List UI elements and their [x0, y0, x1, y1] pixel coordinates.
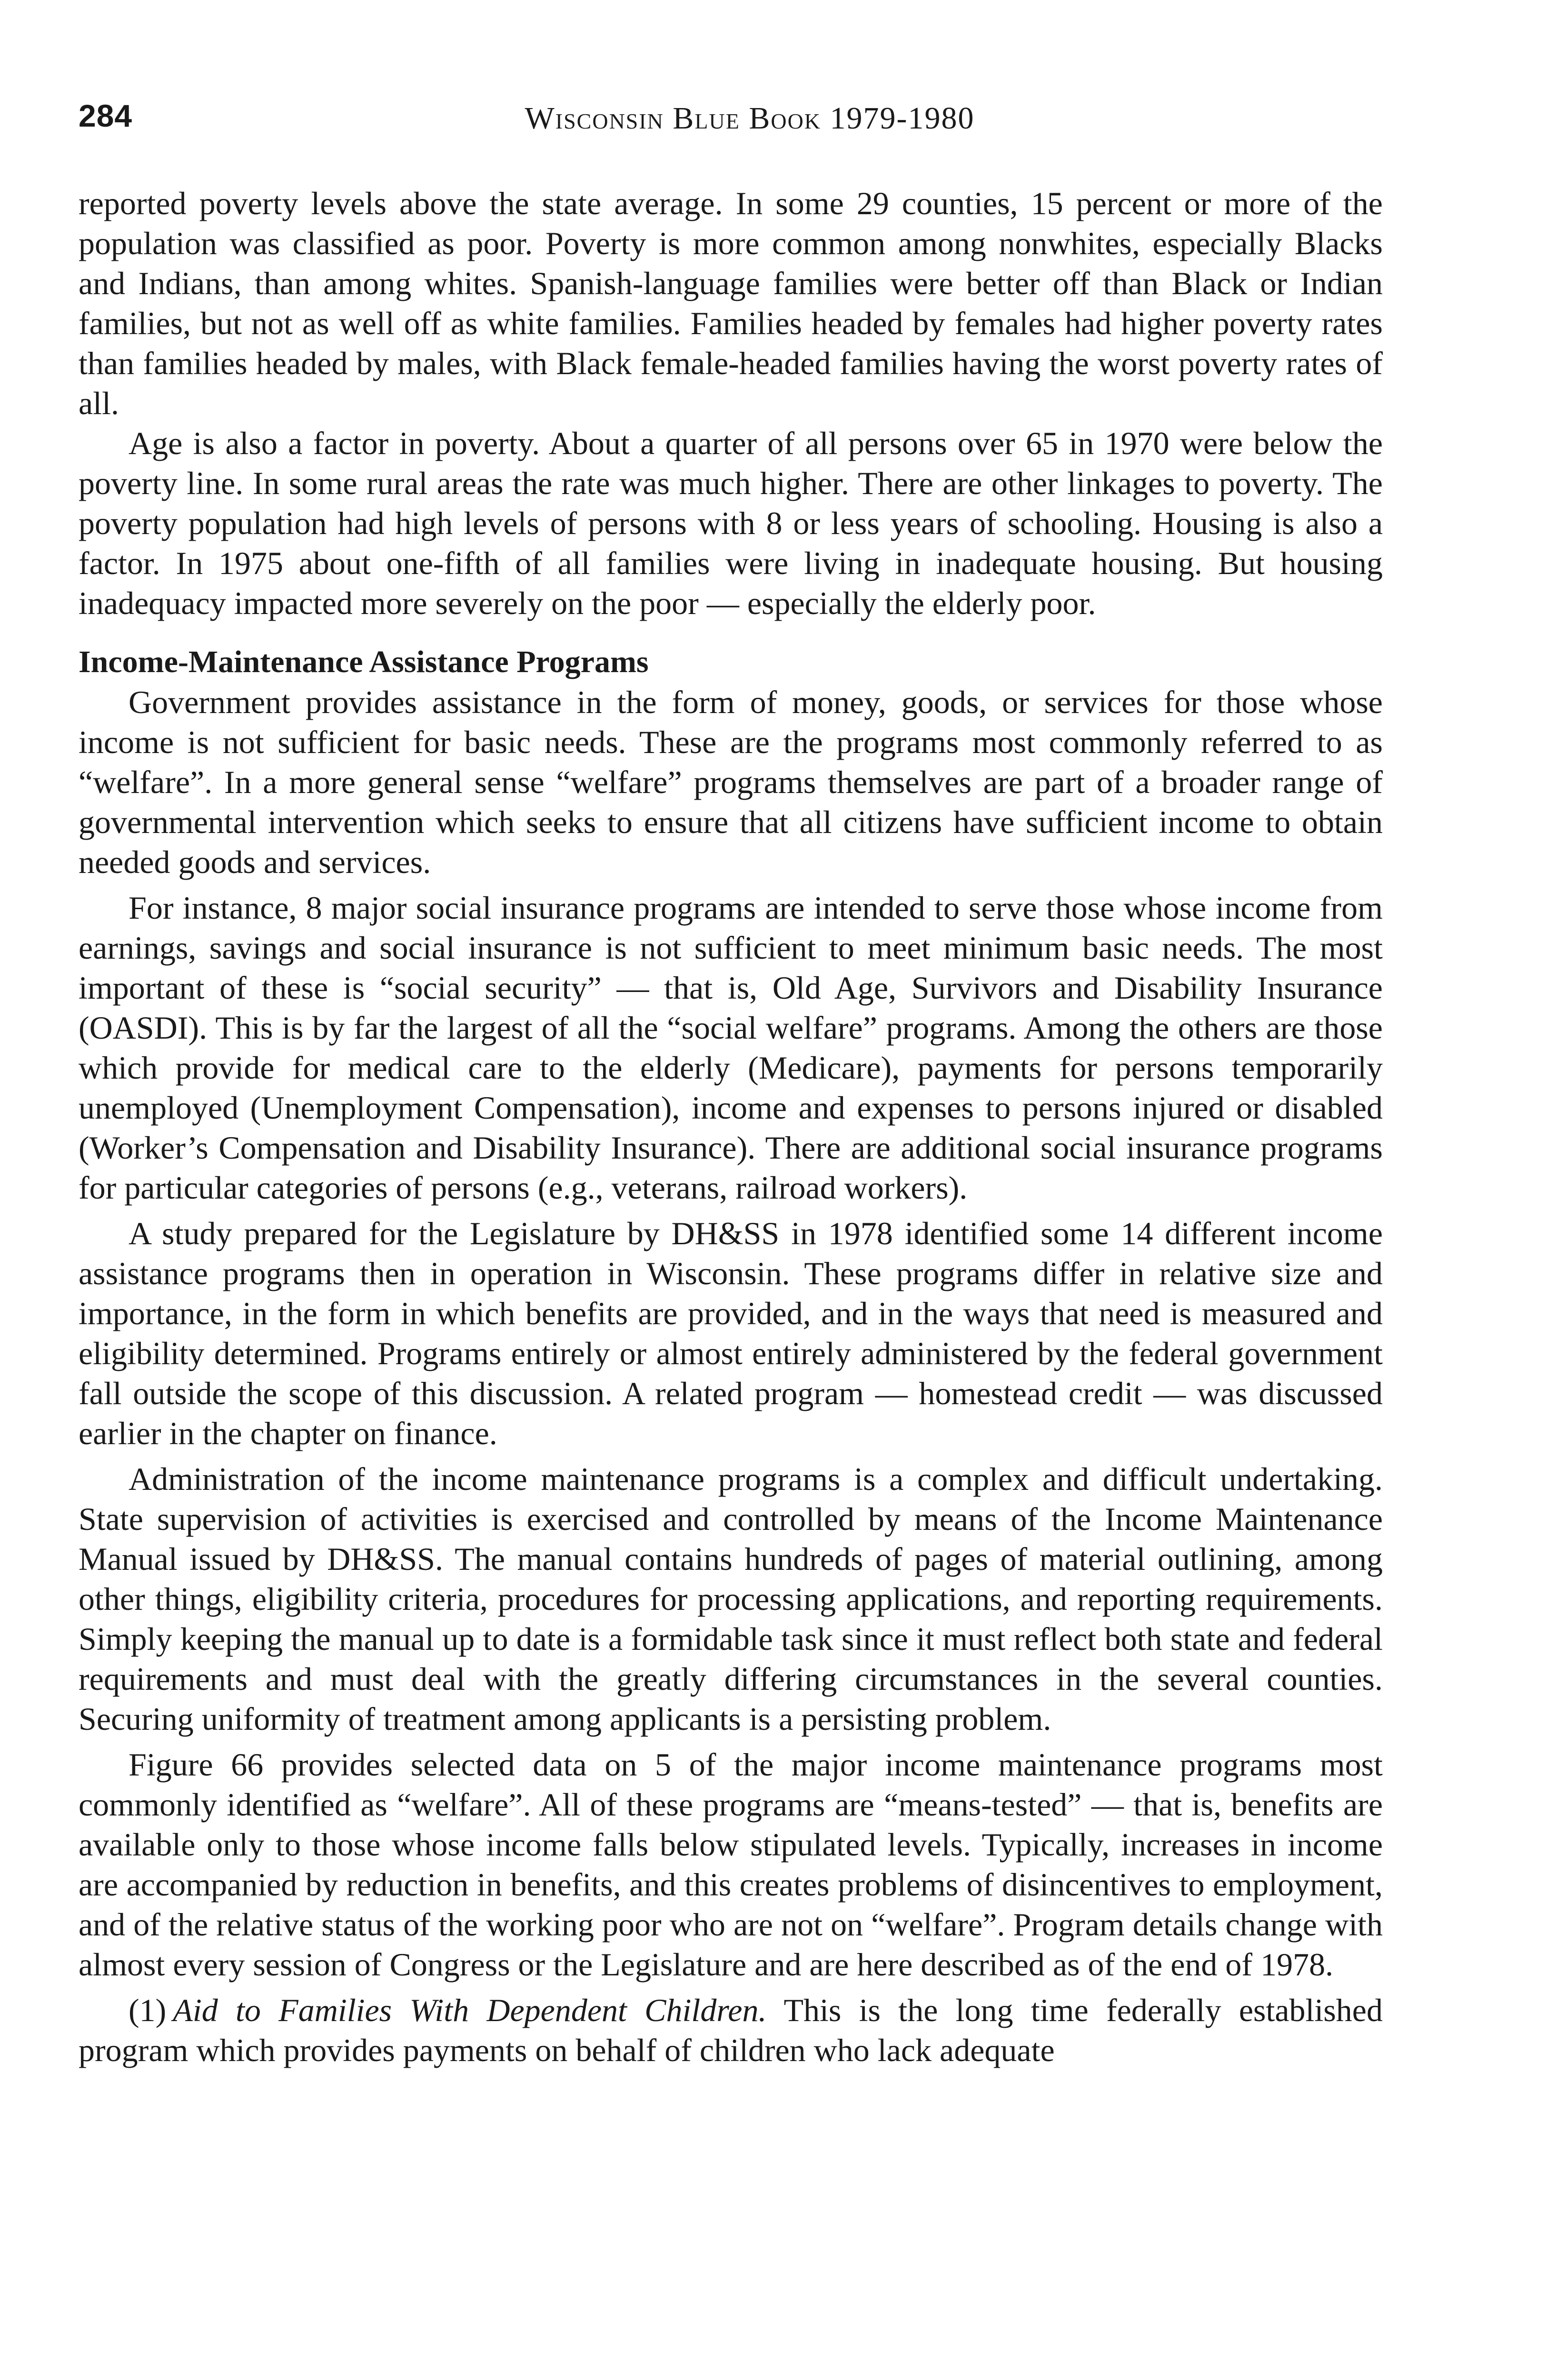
paragraph-dhss-study: A study prepared for the Legislature by DH&SS in 1978 identified some 14 different income assistance programs then in operation in Wisconsin. These programs differ in relative size and importance, in the form in which benefits are provided, and in the ways that need is measured and eligibility determined. Programs entirely or almost entirely administered by the federal government fall outside the scope of this discussion. A related program — homestead credit — was discussed earlier in the chapter on finance. — [79, 1215, 1383, 1451]
paragraph-age-factor: Age is also a factor in poverty. About a quarter of all persons over 65 in 1970 were below the poverty line. In some rural areas the rate was much higher. There are other linkages to poverty. The poverty population had high levels of persons with 8 or less years of schooling. Housing is also a factor. In 1975 about one-fifth of all families were living in inadequate housing. But housing inadequacy impacted more severely on the poor — especially the elderly poor. — [79, 425, 1383, 621]
list-number: (1) — [129, 1992, 167, 2028]
program-title: Aid to Families With Dependent Children. — [173, 1992, 767, 2028]
running-head: Wisconsin Blue Book 1979-1980 — [525, 101, 975, 136]
section-heading: Income-Maintenance Assistance Programs — [79, 645, 649, 679]
paragraph-social-insurance: For instance, 8 major social insurance programs are intended to serve those whose income from earnings, savings and social insurance is not sufficient to meet minimum basic needs. The most important of these is “social security” — that is, Old Age, Survivors and Disability Insurance (OASDI). This is by far the largest of all the “social welfare” programs. Among the others are those which provide for medical care to the elderly (Medicare), payments for persons temporarily unemployed (Unemployment Compensation), income and expenses to persons injured or disabled (Worker’s Compensation and Disability Insurance). There are additional social insurance programs for particular categories of persons (e.g., veterans, railroad workers). — [79, 890, 1383, 1206]
page-number: 284 — [79, 98, 133, 133]
paragraph-government-assistance: Government provides assistance in the form of money, goods, or services for those whose income is not sufficient for basic needs. These are the programs most commonly referred to as “welfare”. In a more general sense “welfare” programs themselves are part of a broader range of governmental intervention which seeks to ensure that all citizens have sufficient income to obtain needed goods and services. — [79, 684, 1383, 880]
paragraph-afdc — [79, 1990, 1383, 2070]
paragraph-poverty-levels: reported poverty levels above the state average. In some 29 counties, 15 percent or more of the population was classified as poor. Poverty is more common among nonwhites, especially Blacks and Indians, than among whites. Spanish-language families were better off than Black or Indian families, but not as well off as white families. Families headed by females had higher poverty rates than families headed by males, with Black female-headed families having the worst poverty rates of all. — [79, 185, 1383, 421]
program-description: This is the long time federally established program which provides payments on behalf of children who lack adequate — [79, 1992, 1383, 2068]
body-text — [79, 183, 1383, 2070]
page-header — [79, 98, 1383, 145]
paragraph-administration: Administration of the income maintenance programs is a complex and difficult undertaking. State supervision of activities is exercised and controlled by means of the Income Maintenance Manual issued by DH&SS. The manual contains hundreds of pages of material outlining, among other things, eligibility criteria, procedures for processing applications, and reporting requirements. Simply keeping the manual up to date is a formidable task since it must reflect both state and federal requirements and must deal with the greatly differing circumstances in the several counties. Securing uniformity of treatment among applicants is a persisting problem. — [79, 1461, 1383, 1737]
paragraph-figure-66: Figure 66 provides selected data on 5 of the major income maintenance programs most commonly identified as “welfare”. All of these programs are “means-tested” — that is, benefits are available only to those whose income falls below stipulated levels. Typically, increases in income are accompanied by reduction in benefits, and this creates problems of disincentives to employment, and of the relative status of the working poor who are not on “welfare”. Program details change with almost every session of Congress or the Legislature and are here described as of the end of 1978. — [79, 1746, 1383, 1983]
